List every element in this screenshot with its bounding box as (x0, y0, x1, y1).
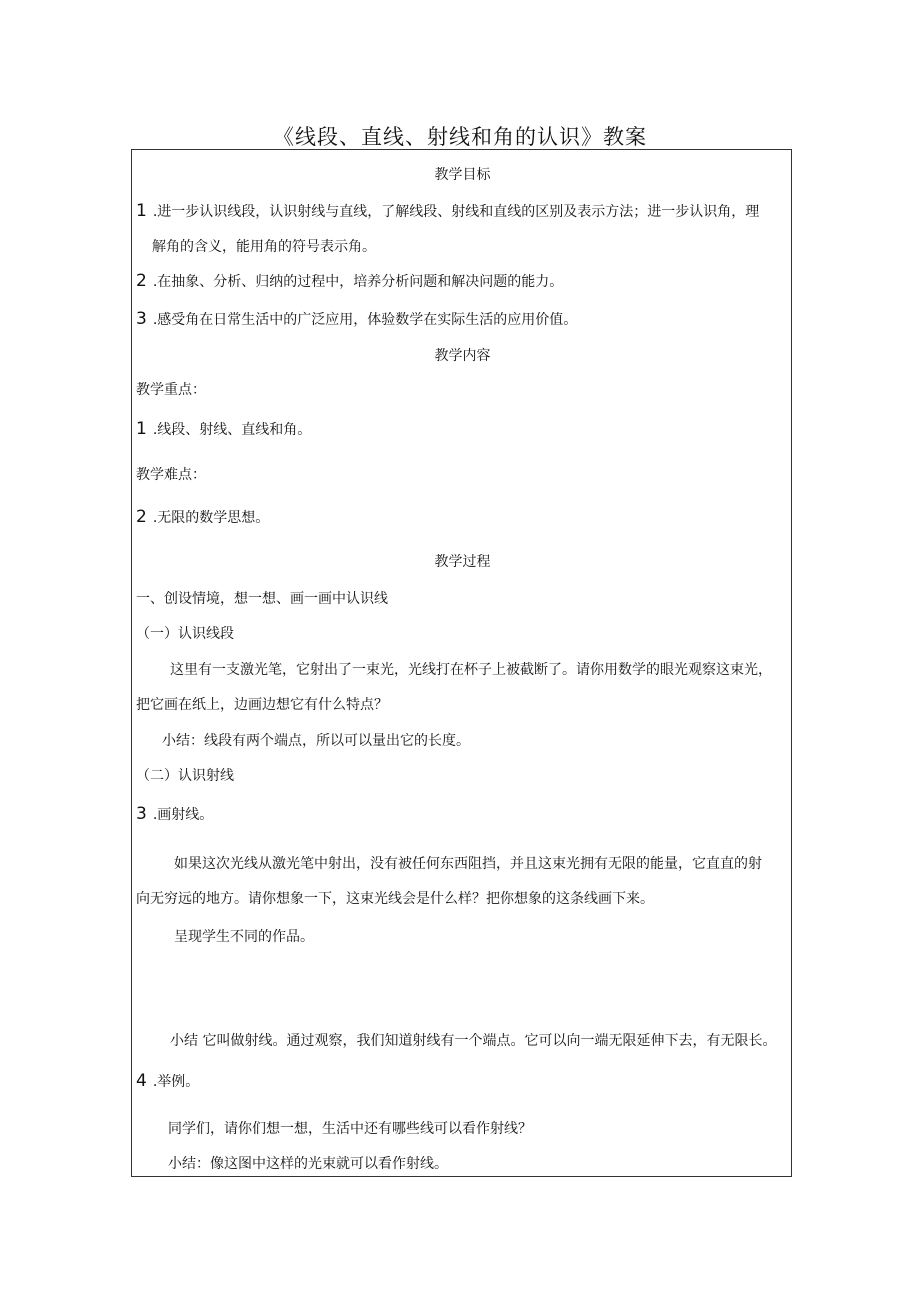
key-point-1-number: 1 (136, 419, 147, 439)
content-heading: 教学内容 (434, 348, 491, 364)
process-part-1: 一、创设情境，想一想、画一画中认识线 (136, 591, 388, 607)
step-3-text: .画射线。 (152, 807, 214, 823)
process-sub-2: （二）认识射线 (136, 768, 234, 784)
sub2-question: 同学们，请你们想一想，生活中还有哪些线可以看作射线？ (168, 1121, 532, 1137)
step-3 (136, 805, 213, 824)
objective-1-line2: 解角的含义，能用角的符号表示角。 (152, 239, 376, 255)
difficulty-1-text: .无限的数学思想。 (152, 510, 270, 526)
difficulties-label: 教学难点： (136, 467, 206, 483)
objective-1-line1 (136, 202, 759, 221)
sub2-works: 呈现学生不同的作品。 (174, 929, 314, 945)
objective-1-number: 1 (136, 201, 147, 221)
difficulty-1-number: 2 (136, 507, 147, 527)
step-4-text: .举例。 (152, 1074, 200, 1090)
sub1-summary: 小结：线段有两个端点，所以可以量出它的长度。 (162, 733, 470, 749)
objective-2-text: .在抽象、分析、归纳的过程中，培养分析问题和解决问题的能力。 (152, 274, 564, 290)
objectives-heading: 教学目标 (434, 167, 491, 183)
difficulty-1 (136, 508, 269, 527)
sub2-paragraph-line1: 如果这次光线从激光笔中射出，没有被任何东西阻挡，并且这束光拥有无限的能量，它直直的射 (174, 856, 762, 872)
objective-3 (136, 310, 577, 329)
process-heading: 教学过程 (434, 554, 491, 570)
sub1-paragraph-line1: 这里有一支激光笔，它射出了一束光，光线打在杯子上被截断了。请你用数学的眼光观察这束光， (170, 662, 772, 678)
objective-1-text: .进一步认识线段，认识射线与直线，了解线段、射线和直线的区别及表示方法；进一步认识角，理 (152, 204, 760, 220)
step-3-number: 3 (136, 804, 147, 824)
objective-2-number: 2 (136, 271, 147, 291)
process-sub-1: （一）认识线段 (136, 626, 234, 642)
objective-3-number: 3 (136, 309, 147, 329)
sub1-paragraph-line2: 把它画在纸上，边画边想它有什么特点？ (136, 697, 388, 713)
sub2-summary-2: 小结：像这图中这样的光束就可以看作射线。 (168, 1156, 448, 1172)
key-points-label: 教学重点： (136, 382, 206, 398)
objective-3-text: .感受角在日常生活中的广泛应用，体验数学在实际生活的应用价值。 (152, 312, 578, 328)
objective-2 (136, 272, 563, 291)
key-point-1-text: .线段、射线、直线和角。 (152, 422, 312, 438)
key-point-1 (136, 420, 311, 439)
sub2-paragraph-line2: 向无穷远的地方。请你想象一下，这束光线会是什么样？把你想象的这条线画下来。 (136, 891, 654, 907)
document-title: 《线段、直线、射线和角的认识》教案 (273, 125, 647, 149)
lesson-plan-table (131, 149, 792, 1177)
step-4 (136, 1072, 199, 1091)
sub2-summary: 小结 它叫做射线。通过观察，我们知道射线有一个端点。它可以向一端无限延伸下去，有无限长。 (170, 1033, 777, 1049)
step-4-number: 4 (136, 1071, 147, 1091)
